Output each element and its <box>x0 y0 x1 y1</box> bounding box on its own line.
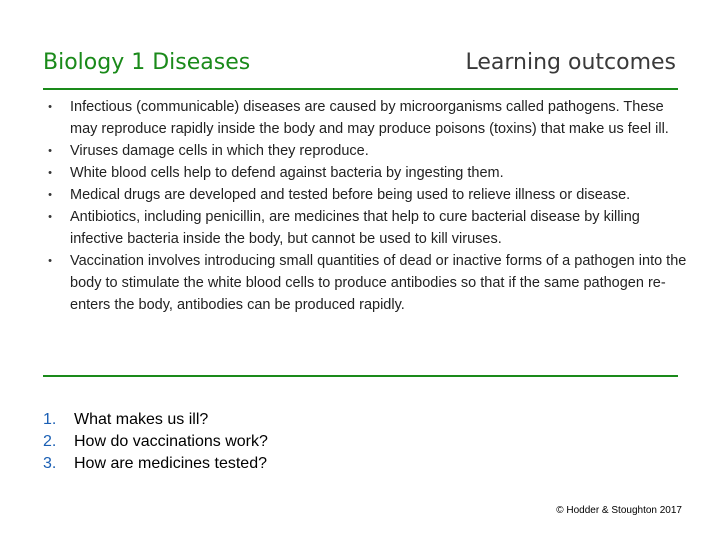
outcome-item <box>30 184 695 206</box>
bullet-marker: • <box>48 189 52 201</box>
question-text: How do vaccinations work? <box>74 433 268 450</box>
question-number: 1. <box>43 411 57 428</box>
question-item <box>43 431 268 453</box>
bullet-marker: • <box>48 255 52 267</box>
bullet-marker: • <box>48 211 52 223</box>
question-number: 3. <box>43 455 57 472</box>
outcome-item <box>30 162 695 184</box>
bullet-marker: • <box>48 145 52 157</box>
outcome-text: Antibiotics, including penicillin, are medicines that help to cure bacterial disease by killing infective bacteria inside the body, but cannot be used to kill viruses. <box>70 209 640 247</box>
outcome-text: Medical drugs are developed and tested before being used to relieve illness or disease. <box>70 187 631 203</box>
questions-list <box>43 409 268 475</box>
bullet-marker: • <box>48 101 52 113</box>
outcome-text: White blood cells help to defend against bacteria by ingesting them. <box>70 165 504 181</box>
outcome-item <box>30 250 695 316</box>
outcome-item <box>30 140 695 162</box>
outcome-text: Viruses damage cells in which they reproduce. <box>70 143 369 159</box>
top-divider <box>43 88 678 90</box>
outcome-text: Vaccination involves introducing small quantities of dead or inactive forms of a pathogen into the body to stimulate the white blood cells to produce antibodies so that if the same pathogen re-enters the body, antibodies can be produced rapidly. <box>70 253 687 313</box>
outcome-text: Infectious (communicable) diseases are caused by microorganisms called pathogens. These may reproduce rapidly inside the body and may produce poisons (toxins) that make us feel ill. <box>70 99 669 137</box>
question-text: How are medicines tested? <box>74 455 267 472</box>
question-text: What makes us ill? <box>74 411 209 428</box>
slide-subtitle: Learning outcomes <box>465 50 676 75</box>
outcome-item <box>30 96 695 140</box>
question-number: 2. <box>43 433 57 450</box>
copyright-notice: © Hodder & Stoughton 2017 <box>556 505 682 516</box>
slide-title: Biology 1 Diseases <box>43 50 251 75</box>
bullet-marker: • <box>48 167 52 179</box>
bottom-divider <box>43 375 678 377</box>
outcome-item <box>30 206 695 250</box>
learning-outcomes-list <box>30 96 695 316</box>
question-item <box>43 409 268 431</box>
question-item <box>43 453 268 475</box>
